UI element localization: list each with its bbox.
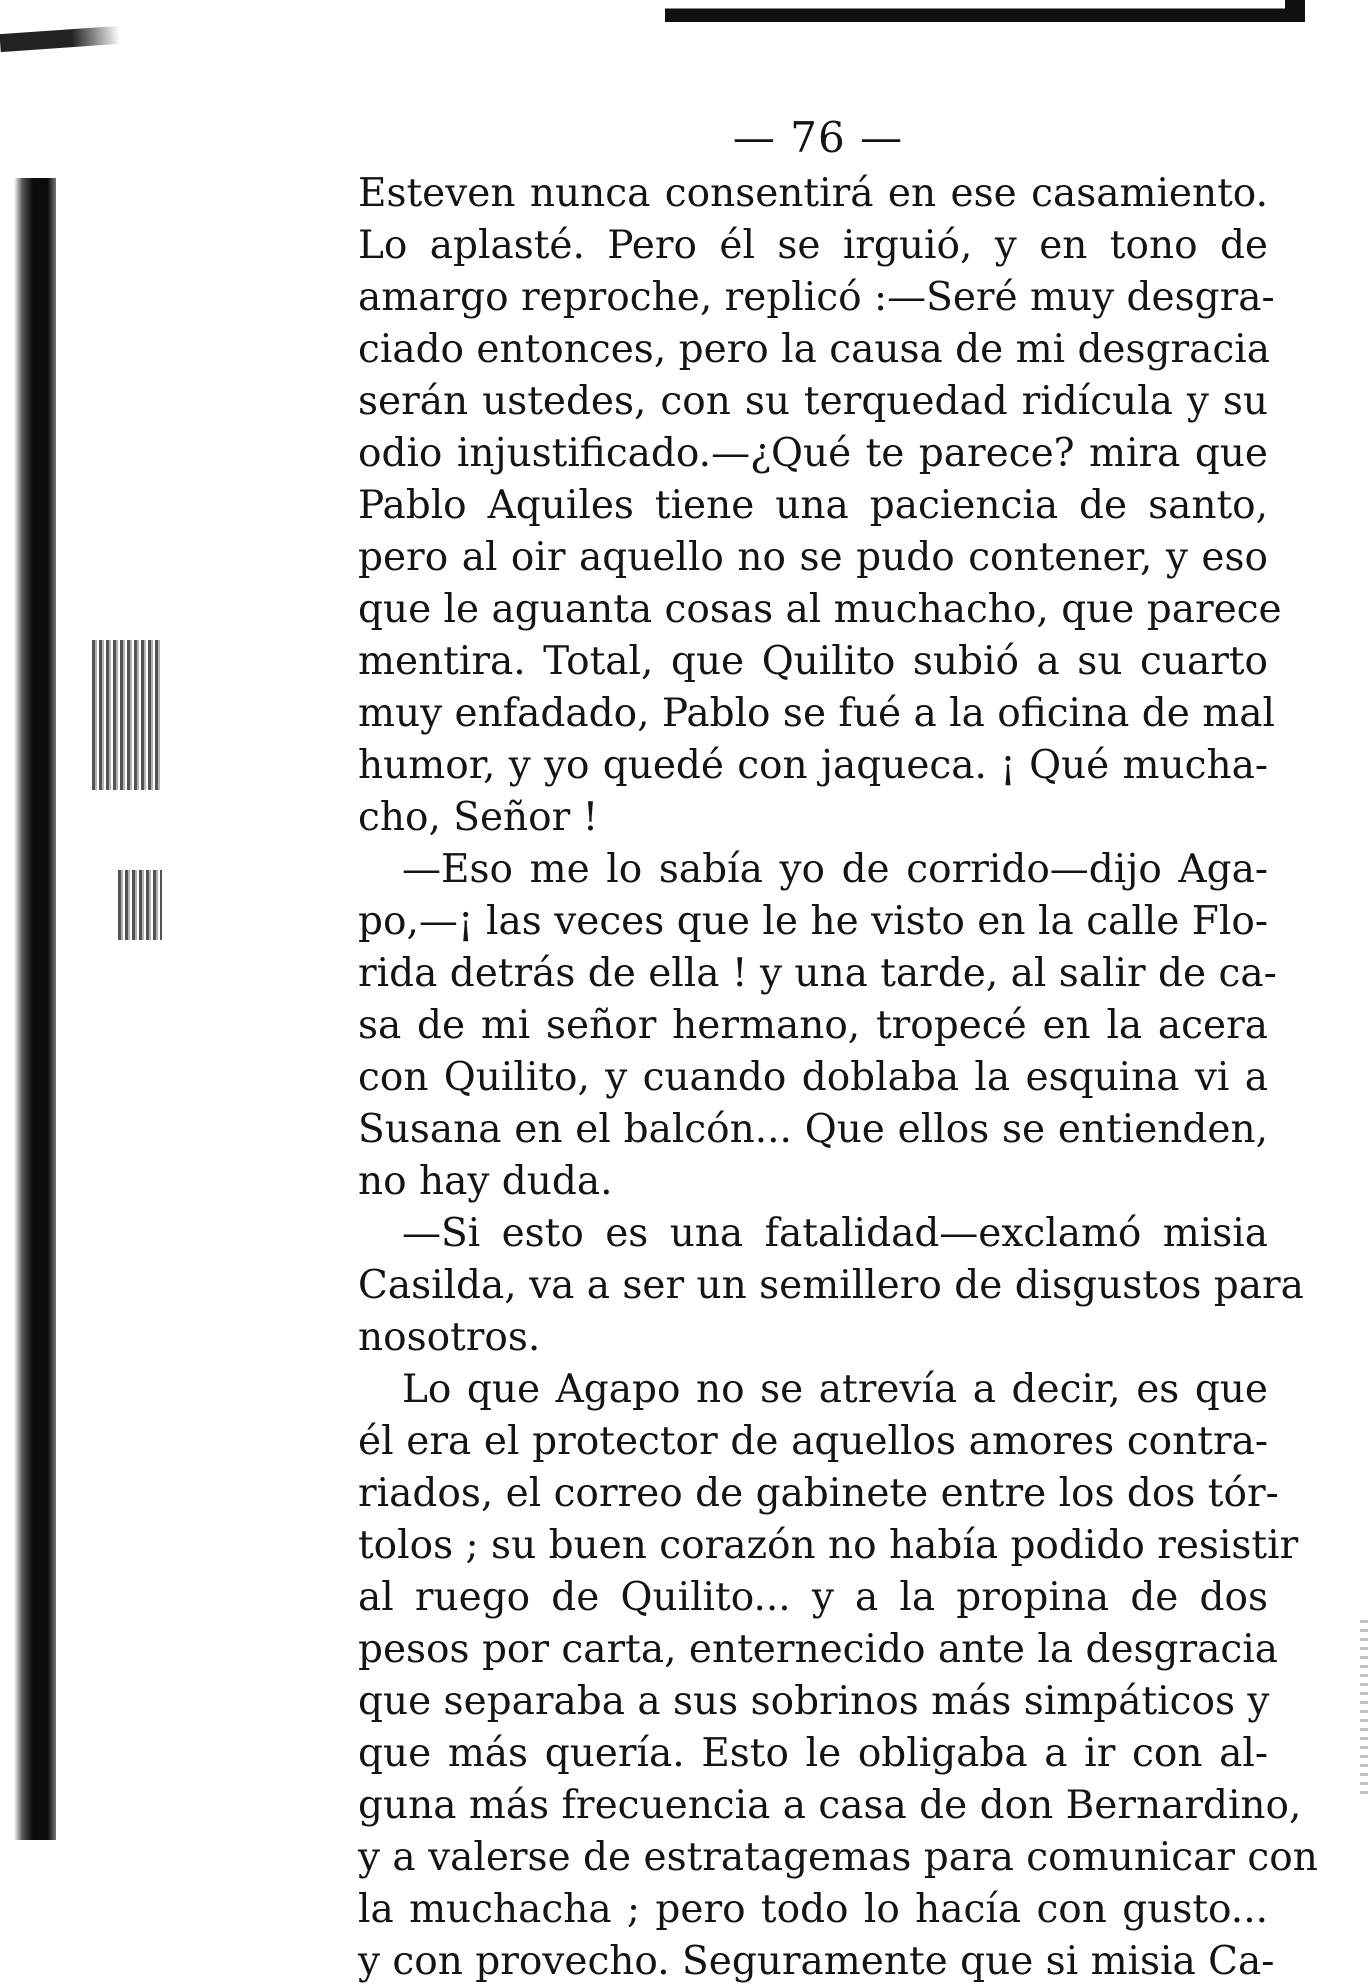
- text-line: Esteven nunca consentirá en ese casamiento.: [358, 171, 1268, 216]
- text-line: Lo aplasté. Pero él se irguió, y en tono de: [358, 223, 1268, 268]
- body-text: [358, 168, 1318, 1988]
- text-line: pesos por carta, enternecido ante la desgracia: [358, 1627, 1278, 1672]
- scan-smudge: [118, 870, 162, 940]
- text-line: odio injustificado.—¿Qué te parece? mira que: [358, 431, 1268, 476]
- text-line: riados, el correo de gabinete entre los dos tór-: [358, 1471, 1279, 1516]
- text-line: que le aguanta cosas al muchacho, que parece: [358, 587, 1282, 632]
- text-line: guna más frecuencia a casa de don Bernardino,: [358, 1783, 1302, 1828]
- text-line: que separaba a sus sobrinos más simpáticos y: [358, 1679, 1270, 1724]
- text-line: él era el protector de aquellos amores contra-: [358, 1419, 1268, 1464]
- scan-right-edge: [1360, 1620, 1368, 1800]
- page-number: — 76 —: [732, 113, 904, 162]
- text-line: y a valerse de estratagemas para comunicar con: [358, 1835, 1318, 1880]
- text-line: mentira. Total, que Quilito subió a su cuarto: [358, 639, 1268, 684]
- text-line: ciado entonces, pero la causa de mi desgracia: [358, 327, 1270, 372]
- text-line: y con provecho. Seguramente que si misia Ca-: [358, 1939, 1275, 1984]
- text-line: que más quería. Esto le obligaba a ir con al-: [358, 1731, 1268, 1776]
- scan-smudge: [92, 640, 160, 790]
- text-line: Pablo Aquiles tiene una paciencia de santo,: [358, 483, 1268, 528]
- text-line: muy enfadado, Pablo se fué a la oficina de mal: [358, 691, 1275, 736]
- text-line: po,—¡ las veces que le he visto en la calle Flo-: [358, 899, 1268, 944]
- text-line: pero al oir aquello no se pudo contener, y eso: [358, 535, 1268, 580]
- text-line: nosotros.: [358, 1315, 541, 1360]
- text-line: no hay duda.: [358, 1159, 613, 1204]
- text-line: con Quilito, y cuando doblaba la esquina vi a: [358, 1055, 1268, 1100]
- text-line: sa de mi señor hermano, tropecé en la acera: [358, 1003, 1268, 1048]
- text-line: al ruego de Quilito... y a la propina de dos: [358, 1575, 1268, 1620]
- text-line: Casilda, va a ser un semillero de disgustos para: [358, 1263, 1304, 1308]
- text-line: serán ustedes, con su terquedad ridícula y su: [358, 379, 1268, 424]
- text-line: rida detrás de ella ! y una tarde, al salir de ca-: [358, 951, 1277, 996]
- text-line: cho, Señor !: [358, 795, 599, 840]
- text-line: Susana en el balcón... Que ellos se entienden,: [358, 1107, 1268, 1152]
- text-line: humor, y yo quedé con jaqueca. ¡ Qué mucha-: [358, 743, 1268, 788]
- text-line: la muchacha ; pero todo lo hacía con gusto...: [358, 1887, 1268, 1932]
- text-line: Lo que Agapo no se atrevía a decir, es que: [402, 1367, 1268, 1412]
- scan-top-rule: [665, 0, 1305, 22]
- scan-binding-edge: [14, 178, 56, 1840]
- text-line: —Si esto es una fatalidad—exclamó misia: [402, 1211, 1268, 1256]
- text-line: —Eso me lo sabía yo de corrido—dijo Aga-: [402, 847, 1268, 892]
- text-line: tolos ; su buen corazón no había podido resistir: [358, 1523, 1299, 1568]
- scan-corner-mark: [0, 26, 120, 52]
- text-line: amargo reproche, replicó :—Seré muy desgra-: [358, 275, 1275, 320]
